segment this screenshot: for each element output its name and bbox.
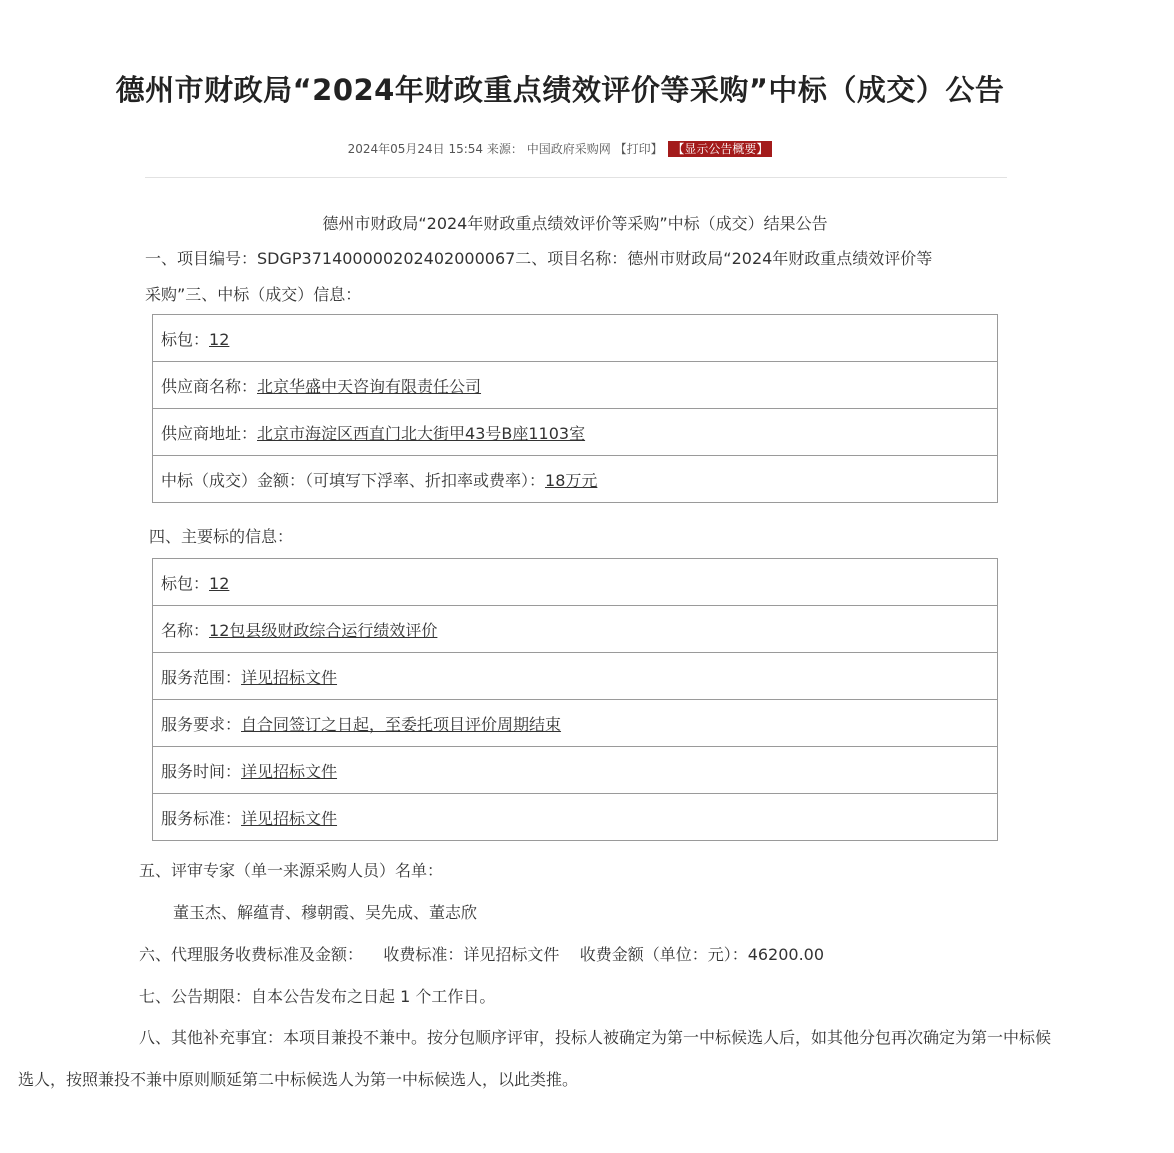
item-name-value: 12包县级财政综合运行绩效评价: [209, 620, 438, 640]
table-cell: [153, 606, 998, 653]
row-label: 供应商地址：: [161, 423, 258, 443]
source-label: 来源：: [486, 142, 523, 156]
service-scope-value: 详见招标文件: [241, 667, 338, 687]
project-info-line-2: 采购”三、中标（成交）信息：: [145, 285, 362, 304]
table-row: [153, 456, 998, 503]
table-row: [153, 700, 998, 747]
table-cell: [153, 559, 998, 606]
table-cell: [153, 653, 998, 700]
table-cell: [153, 315, 998, 362]
table-row: [153, 362, 998, 409]
section-8-line-1: 八、其他补充事宜：本项目兼投不兼中。按分包顺序评审，投标人被确定为第一中标候选人后，如其他分包再次确定为第一中标候: [139, 1028, 1052, 1047]
service-requirement-value: 自合同签订之日起，至委托项目评价周期结束: [241, 714, 562, 734]
section-8-line-2: 选人，按照兼投不兼中原则顺延第二中标候选人为第一中标候选人，以此类推。: [18, 1070, 579, 1089]
table-row: [153, 653, 998, 700]
table-row: [153, 315, 998, 362]
supplier-name-value: 北京华盛中天咨询有限责任公司: [257, 376, 482, 396]
row-label: 供应商名称：: [161, 376, 258, 396]
service-time-value: 详见招标文件: [241, 761, 338, 781]
header-divider: [145, 177, 1007, 178]
table-row: [153, 559, 998, 606]
article-meta: [0, 140, 1120, 157]
supplier-address-value: 北京市海淀区西直门北大街甲43号B座1103室: [257, 423, 586, 443]
show-summary-button[interactable]: 【显示公告概要】: [668, 141, 772, 157]
row-label: 标包：: [161, 573, 210, 593]
section-5-heading: 五、评审专家（单一来源采购人员）名单：: [139, 861, 444, 880]
table-cell: [153, 362, 998, 409]
main-item-table: [152, 558, 998, 841]
table-cell: [153, 456, 998, 503]
row-label: 中标（成交）金额：（可填写下浮率、折扣率或费率）：: [161, 470, 546, 490]
expert-list: 董玉杰、解蕴青、穆朝霞、吴先成、董志欣: [173, 903, 478, 922]
page-title: 德州市财政局“2024年财政重点绩效评价等采购”中标（成交）公告: [115, 73, 1005, 107]
award-amount-value: 18万元: [545, 470, 598, 490]
table-cell: [153, 409, 998, 456]
print-link[interactable]: 【打印】: [614, 142, 663, 156]
section-6-fee: 六、代理服务收费标准及金额： 收费标准：详见招标文件 收费金额（单位：元）：46200.00: [139, 945, 825, 964]
source-name: 中国政府采购网: [526, 142, 611, 156]
row-label: 服务标准：: [161, 808, 242, 828]
award-info-table: [152, 314, 998, 503]
section-4-heading: 四、主要标的信息：: [149, 527, 294, 546]
row-label: 服务范围：: [161, 667, 242, 687]
table-cell: [153, 700, 998, 747]
result-subtitle: 德州市财政局“2024年财政重点绩效评价等采购”中标（成交）结果公告: [322, 214, 828, 233]
table-row: [153, 747, 998, 794]
row-label: 标包：: [161, 329, 210, 349]
table-row: [153, 794, 998, 841]
table-cell: [153, 747, 998, 794]
row-label: 服务要求：: [161, 714, 242, 734]
service-standard-value: 详见招标文件: [241, 808, 338, 828]
table-row: [153, 409, 998, 456]
project-info-line-1: 一、项目编号：SDGP371400000202402000067二、项目名称：德州市财政局“2024年财政重点绩效评价等: [145, 249, 933, 268]
lot-number-value: 12: [209, 573, 230, 593]
publish-datetime: 2024年05月24日 15:54: [347, 142, 484, 156]
table-row: [153, 606, 998, 653]
row-label: 名称：: [161, 620, 210, 640]
table-cell: [153, 794, 998, 841]
section-7-period: 七、公告期限：自本公告发布之日起 1 个工作日。: [139, 987, 496, 1006]
row-label: 服务时间：: [161, 761, 242, 781]
lot-number-value: 12: [209, 329, 230, 349]
